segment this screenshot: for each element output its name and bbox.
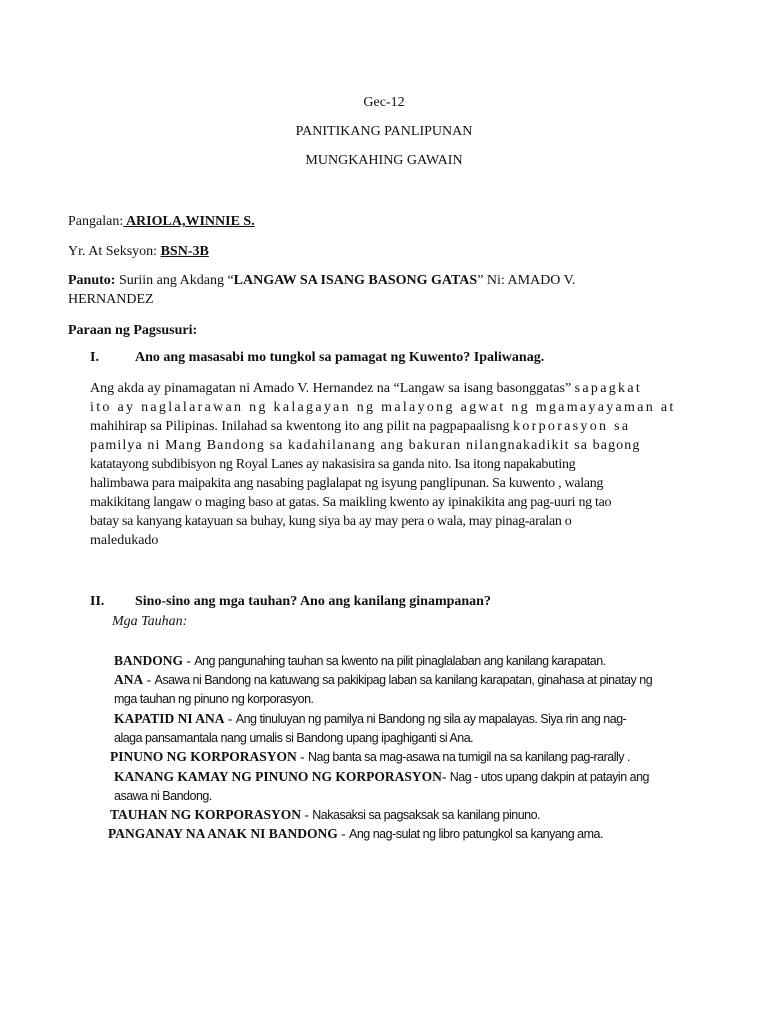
section-value: BSN-3B bbox=[160, 244, 209, 259]
character-kapatid-cont: alaga pansamantala nang umalis si Bandong upang ipaghiganti si Ana. bbox=[114, 731, 474, 745]
name-value: ARIOLA,WINNIE S. bbox=[123, 214, 255, 229]
answer-line: makikitang langaw o maging baso at gatas. Sa maikling kwento ay ipinakikita ang pag-uuri ng tao bbox=[90, 495, 612, 510]
answer-line: mahihirap sa Pilipinas. Inilahad sa kwentong ito ang pilit na pagpapaalisng korporasyon sa bbox=[90, 419, 631, 434]
method-label: Paraan ng Pagsusuri: bbox=[68, 323, 198, 338]
characters-subheading: Mga Tauhan: bbox=[112, 614, 188, 629]
section-1-answer bbox=[90, 379, 720, 550]
instruction-text-2: ” Ni: AMADO V. bbox=[477, 273, 576, 288]
section-2-question: Sino-sino ang mga tauhan? Ano ang kanilang ginampanan? bbox=[135, 594, 491, 609]
section-label: Yr. At Seksyon: bbox=[68, 244, 161, 259]
answer-line: ito ay naglalarawan ng kalagayan ng malayong agwat ng mgamayayaman at bbox=[90, 400, 676, 415]
answer-line: batay sa kanyang katayuan sa buhay, kung siya ba ay may pera o wala, may pinag-aralan o bbox=[90, 514, 572, 529]
character-pinuno: PINUNO NG KORPORASYON - Nag banta sa mag-asawa na tumigil na sa kanilang pag-rarally . bbox=[110, 749, 630, 764]
character-panganay: PANGANAY NA ANAK NI BANDONG - Ang nag-sulat ng libro patungkol sa kanyang ama. bbox=[108, 826, 603, 841]
section-2-number: II. bbox=[90, 594, 105, 609]
section-1-question: Ano ang masasabi mo tungkol sa pamagat ng Kuwento? Ipaliwanag. bbox=[135, 350, 545, 365]
instruction-text-1: Suriin ang Akdang “ bbox=[115, 273, 234, 288]
answer-line: Ang akda ay pinamagatan ni Amado V. Hernandez na “Langaw sa isang basonggatas” sapagkat bbox=[90, 381, 643, 396]
instruction-author: HERNANDEZ bbox=[68, 292, 154, 307]
section-1-number: I. bbox=[90, 350, 99, 365]
character-bandong: BANDONG - Ang pangunahing tauhan sa kwento na pilit pinaglalaban ang kanilang karapatan. bbox=[114, 653, 606, 668]
character-tauhan-korporasyon: TAUHAN NG KORPORASYON - Nakasaksi sa pagsaksak sa kanilang pinuno. bbox=[110, 807, 541, 822]
subject-title: PANITIKANG PANLIPUNAN bbox=[295, 124, 473, 139]
instruction-line bbox=[68, 271, 575, 290]
character-kanang-kamay: KANANG KAMAY NG PINUNO NG KORPORASYON- Nag - utos upang dakpin at patayin ang bbox=[114, 769, 649, 784]
character-ana-cont: mga tauhan ng pinuno ng korporasyon. bbox=[114, 692, 314, 706]
answer-line: maledukado bbox=[90, 533, 159, 548]
character-kanang-kamay-cont: asawa ni Bandong. bbox=[114, 789, 212, 803]
instruction-label: Panuto: bbox=[68, 273, 116, 288]
name-label: Pangalan: bbox=[68, 214, 124, 229]
answer-line: halimbawa para maipakita ang nasabing paglalapat ng isyung panglipunan. Sa kuwento , walang bbox=[90, 476, 604, 491]
method-heading bbox=[68, 321, 197, 340]
character-ana: ANA - Asawa ni Bandong na katuwang sa pakikipag laban sa kanilang karapatan, ginahasa at pinatay ng bbox=[114, 672, 653, 687]
activity-title: MUNGKAHING GAWAIN bbox=[305, 153, 463, 168]
name-line bbox=[68, 212, 255, 231]
section-line bbox=[68, 242, 209, 261]
answer-line: pamilya ni Mang Bandong sa kadahilanang ang bakuran nilangnakadikit sa bagong bbox=[90, 438, 641, 453]
character-kapatid-ni-ana: KAPATID NI ANA - Ang tinuluyan ng pamilya ni Bandong ng sila ay mapalayas. Siya rin ang nag- bbox=[114, 711, 627, 726]
answer-line: katatayong subdibisyon ng Royal Lanes ay nakasisira sa ganda nito. Isa itong napakabuting bbox=[90, 457, 576, 472]
instruction-title: LANGAW SA ISANG BASONG GATAS bbox=[233, 273, 478, 288]
course-code: Gec-12 bbox=[363, 95, 405, 110]
